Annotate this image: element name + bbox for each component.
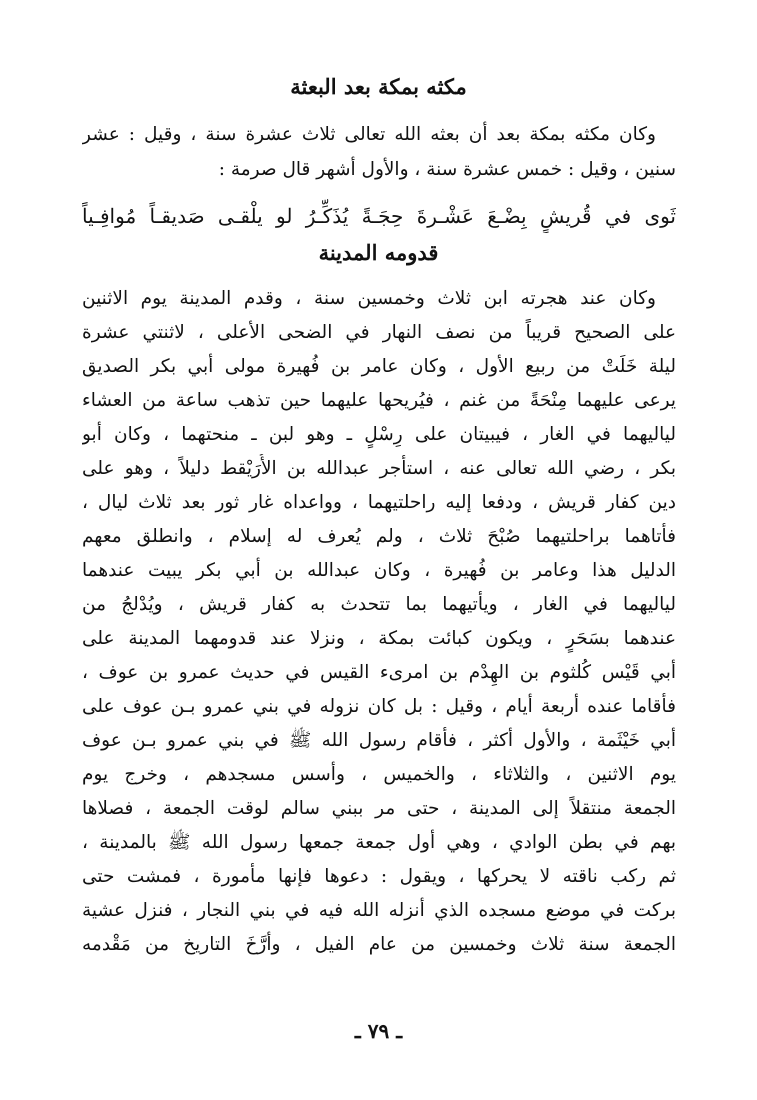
text-line: أبي خَيْثَمة ، والأول أكثر ، فأقام رسول الله ﷺ في بني عمرو بـن عوف [82,730,676,751]
text-line: الجمعة سنة ثلاث وخمسين من عام الفيل ، وأرَّخَ التاريخ من مَقْدمه [82,934,676,955]
text-line: فأقاما عنده أربعة أيام ، وقيل : بل كان نزوله في بني عمرو بـن عوف على [82,696,676,717]
text-line: يوم الاثنين ، والثلاثاء ، والخميس ، وأسس مسجدهم ، وخرج يوم [82,764,676,785]
text-line: لياليهما في الغار ، ويأتيهما بما تتحدث به كفار قريش ، ويُدْلجُ من [82,594,676,615]
text-line: لياليهما في الغار ، فيبيتان على رِسْلٍ ـ وهو لبن ـ منحتهما ، وكان أبو [82,424,676,445]
poetry-verse: ثَوى في قُريشٍ بِضْـعَ عَشْـرةَ حِجَـةً يُذَكِّـرُ لو يلْقـى صَديقـاً مُوافِـياً [82,204,676,228]
section-heading-mecca-stay: مكثه بمكة بعد البعثة [290,74,467,99]
text-line: أبي قَيْس كُلثوم بن الهِدْم بن امرىء القيس في حديث عمرو بن عوف ، [82,662,676,683]
text-line: وكان عند هجرته ابن ثلاث وخمسين سنة ، وقدم المدينة يوم الاثنين [82,288,656,309]
text-line: بهم في بطن الوادي ، وهي أول جمعة جمعها رسول الله ﷺ بالمدينة ، [82,832,676,853]
text-line: وكان مكثه بمكة بعد أن بعثه الله تعالى ثلاث عشرة سنة ، وقيل : عشر [82,124,656,145]
text-line: الجمعة منتقلاً إلى المدينة ، حتى مر ببني سالم لوقت الجمعة ، فصلاها [82,798,676,819]
section-heading-arrival-medina: قدومه المدينة [318,240,439,265]
text-line: يرعى عليهما مِنْحَةً من غنم ، فيُريحها عليهما حين تذهب ساعة من العشاء [82,390,676,411]
text-line: ثم ركب ناقته لا يحركها ، ويقول : دعوها فإنها مأمورة ، فمشت حتى [82,866,676,887]
page-number: ـ ٧٩ ـ [354,1019,403,1043]
text-line: بركت في موضع مسجده الذي أنزله الله فيه في بني النجار ، فنزل عشية [82,900,676,921]
text-line: الدليل هذا وعامر بن فُهيرة ، وكان عبدالله بن أبي بكر يبيت عندهما [82,560,676,581]
text-line: فأتاهما براحلتيهما صُبْحَ ثلاث ، ولم يُعرف له إسلام ، وانطلق معهم [82,526,676,547]
text-line: ليلة خَلَتْ من ربيع الأول ، وكان عامر بن فُهيرة مولى أبي بكر الصديق [82,356,676,377]
text-line: سنين ، وقيل : خمس عشرة سنة ، والأول أشهر قال صرمة : [218,159,676,180]
text-line: بكر ، رضي الله تعالى عنه ، استأجر عبدالله بن الأُرَيْقط دليلاً ، وهو على [82,458,676,479]
text-line: عندهما بسَحَرٍ ، ويكون كبائت بمكة ، ونزلا عند قدومهما المدينة على [82,628,676,649]
text-line: على الصحيح قريباً من نصف النهار في الضحى الأعلى ، لاثنتي عشرة [82,322,676,343]
text-line: دين كفار قريش ، ودفعا إليه راحلتيهما ، وواعداه غار ثور بعد ثلاث ليال ، [82,492,676,513]
